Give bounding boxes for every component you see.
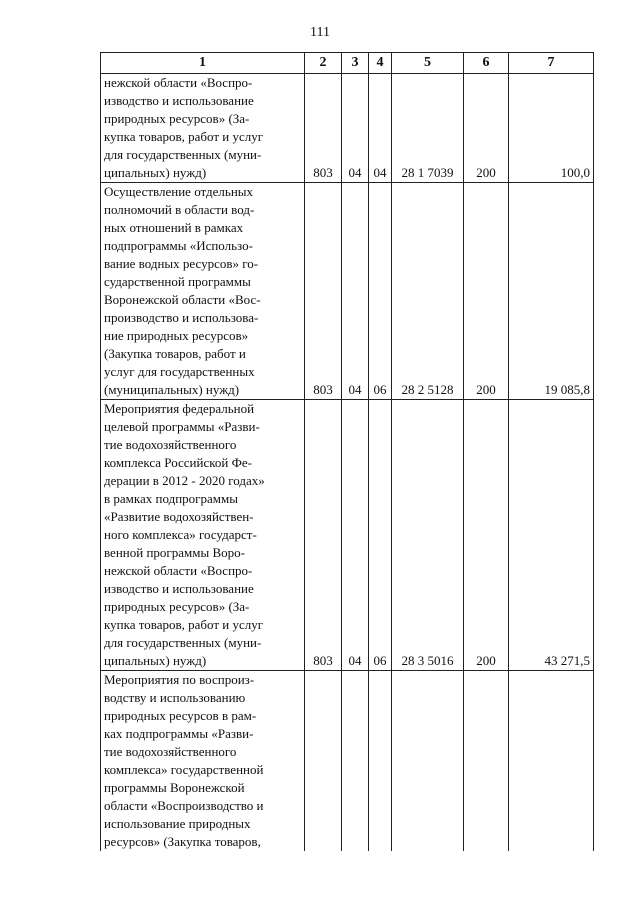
description-line: нежской области «Воспро- [104,563,253,578]
cell-col2 [305,671,342,852]
description-line: услуг для государственных [104,364,255,379]
description-line: «Развитие водохозяйствен- [104,509,254,524]
column-header: 2 [305,53,342,74]
description-line: тие водохозяйственного [104,744,237,759]
row-description [101,74,305,183]
column-header: 4 [369,53,392,74]
cell-col7: 19 085,8 [509,183,594,400]
description-line: области «Воспроизводство и [104,798,264,813]
description-line: использование природных [104,816,251,831]
cell-col5: 28 2 5128 [392,183,464,400]
description-line: ного комплекса» государст- [104,527,257,542]
page-number: 111 [310,25,330,40]
cell-col2: 803 [305,400,342,671]
cell-col2: 803 [305,183,342,400]
description-line: вание водных ресурсов» го- [104,256,259,271]
description-line: программы Воронежской [104,780,245,795]
description-line: ципальных) нужд) [104,653,207,668]
description-line: тие водохозяйственного [104,437,237,452]
description-line: природных ресурсов в рам- [104,708,257,723]
description-line: Осуществление отдельных [104,184,254,199]
cell-col7: 43 271,5 [509,400,594,671]
description-line: ципальных) нужд) [104,165,207,180]
cell-col4: 04 [369,74,392,183]
description-line: нежской области «Воспро- [104,75,253,90]
row-description [101,671,305,852]
description-line: природных ресурсов» (За- [104,599,250,614]
column-header: 1 [101,53,305,74]
cell-col3: 04 [342,400,369,671]
description-line: дерации в 2012 - 2020 годах» [104,473,265,488]
cell-col3: 04 [342,74,369,183]
description-line: Мероприятия федеральной [104,401,255,416]
cell-col4 [369,671,392,852]
column-header: 7 [509,53,594,74]
cell-col3 [342,671,369,852]
description-line: в рамках подпрограммы [104,491,238,506]
table-row [101,400,594,671]
description-line: для государственных (муни- [104,635,262,650]
cell-col5: 28 1 7039 [392,74,464,183]
description-line: водству и использованию [104,690,246,705]
description-line: комплекса Российской Фе- [104,455,252,470]
description-line: изводство и использование [104,581,254,596]
description-line: для государственных (муни- [104,147,262,162]
description-line: венной программы Воро- [104,545,245,560]
description-line: производство и использова- [104,310,259,325]
description-line: ние природных ресурсов» [104,328,249,343]
description-line: Воронежской области «Вос- [104,292,261,307]
description-line: полномочий в области вод- [104,202,255,217]
description-line: купка товаров, работ и услуг [104,617,264,632]
cell-col2: 803 [305,74,342,183]
description-line: природных ресурсов» (За- [104,111,250,126]
description-line: сударственной программы [104,274,251,289]
description-line: (муниципальных) нужд) [104,382,240,397]
row-description [101,183,305,400]
description-line: ных отношений в рамках [104,220,244,235]
cell-col4: 06 [369,183,392,400]
cell-col7 [509,671,594,852]
description-line: подпрограммы «Использо- [104,238,253,253]
description-line: купка товаров, работ и услуг [104,129,264,144]
cell-col7: 100,0 [509,74,594,183]
description-line: (Закупка товаров, работ и [104,346,246,361]
column-header: 3 [342,53,369,74]
cell-col4: 06 [369,400,392,671]
cell-col6: 200 [464,74,509,183]
table-row [101,74,594,183]
cell-col5: 28 3 5016 [392,400,464,671]
table-header-row [101,53,594,74]
description-line: ках подпрограммы «Разви- [104,726,254,741]
description-line: комплекса» государственной [104,762,264,777]
budget-table [100,52,594,851]
cell-col6: 200 [464,183,509,400]
table-row [101,183,594,400]
cell-col3: 04 [342,183,369,400]
description-line: изводство и использование [104,93,254,108]
cell-col6 [464,671,509,852]
cell-col6: 200 [464,400,509,671]
column-header: 6 [464,53,509,74]
description-line: целевой программы «Разви- [104,419,260,434]
row-description [101,400,305,671]
cell-col5 [392,671,464,852]
description-line: ресурсов» (Закупка товаров, [104,834,261,849]
table-row [101,671,594,852]
description-line: Мероприятия по воспроиз- [104,672,255,687]
column-header: 5 [392,53,464,74]
